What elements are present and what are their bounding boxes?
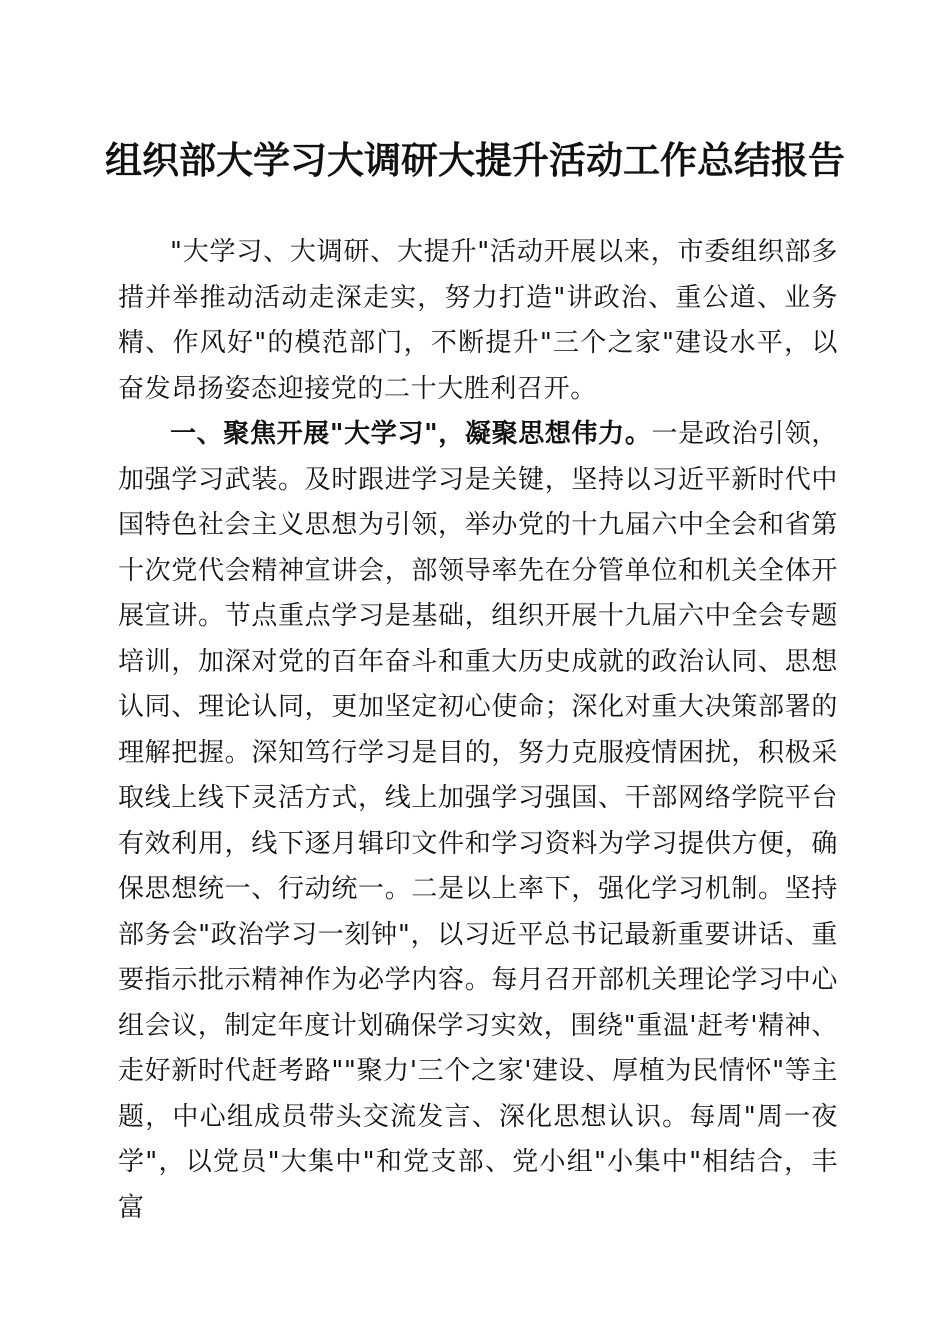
section-1-paragraph <box>118 412 838 1231</box>
section-1-text: 一是政治引领，加强学习武装。及时跟进学习是关键，坚持以习近平新时代中国特色社会主义思想为引领，举办党的十九届六中全会和省第十次党代会精神宣讲会，部领导率先在分管单位和机关全体开展宣讲。节点重点学习是基础，组织开展十九届六中全会专题培训，加深对党的百年奋斗和重大历史成就的政治认同、思想认同、理论认同，更加坚定初心使命；深化对重大决策部署的理解把握。深知笃行学习是目的，努力克服疫情困扰，积极采取线上线下灵活方式，线上加强学习强国、干部网络学院平台有效利用，线下逐月辑印文件和学习资料为学习提供方便，确保思想统一、行动统一。二是以上率下，强化学习机制。坚持部务会"政治学习一刻钟"，以习近平总书记最新重要讲话、重要指示批示精神作为必学内容。每月召开部机关理论学习中心组会议，制定年度计划确保学习实效，围绕"重温'赶考'精神、走好新时代赶考路""聚力'三个之家'建设、厚植为民情怀"等主题，中心组成员带头交流发言、深化思想认识。每周"周一夜学"，以党员"大集中"和党支部、党小组"小集中"相结合，丰富 <box>118 419 838 1223</box>
intro-paragraph: "大学习、大调研、大提升"活动开展以来，市委组织部多措并举推动活动走深走实，努力打造"讲政治、重公道、业务精、作风好"的模范部门，不断提升"三个之家"建设水平，以奋发昂扬姿态迎接党的二十大胜利召开。 <box>118 237 838 404</box>
section-1-heading: 一、聚焦开展"大学习"，凝聚思想伟力。 <box>170 419 652 449</box>
document-body <box>118 230 838 1231</box>
document-title: 组织部大学习大调研大提升活动工作总结报告 <box>105 138 845 182</box>
